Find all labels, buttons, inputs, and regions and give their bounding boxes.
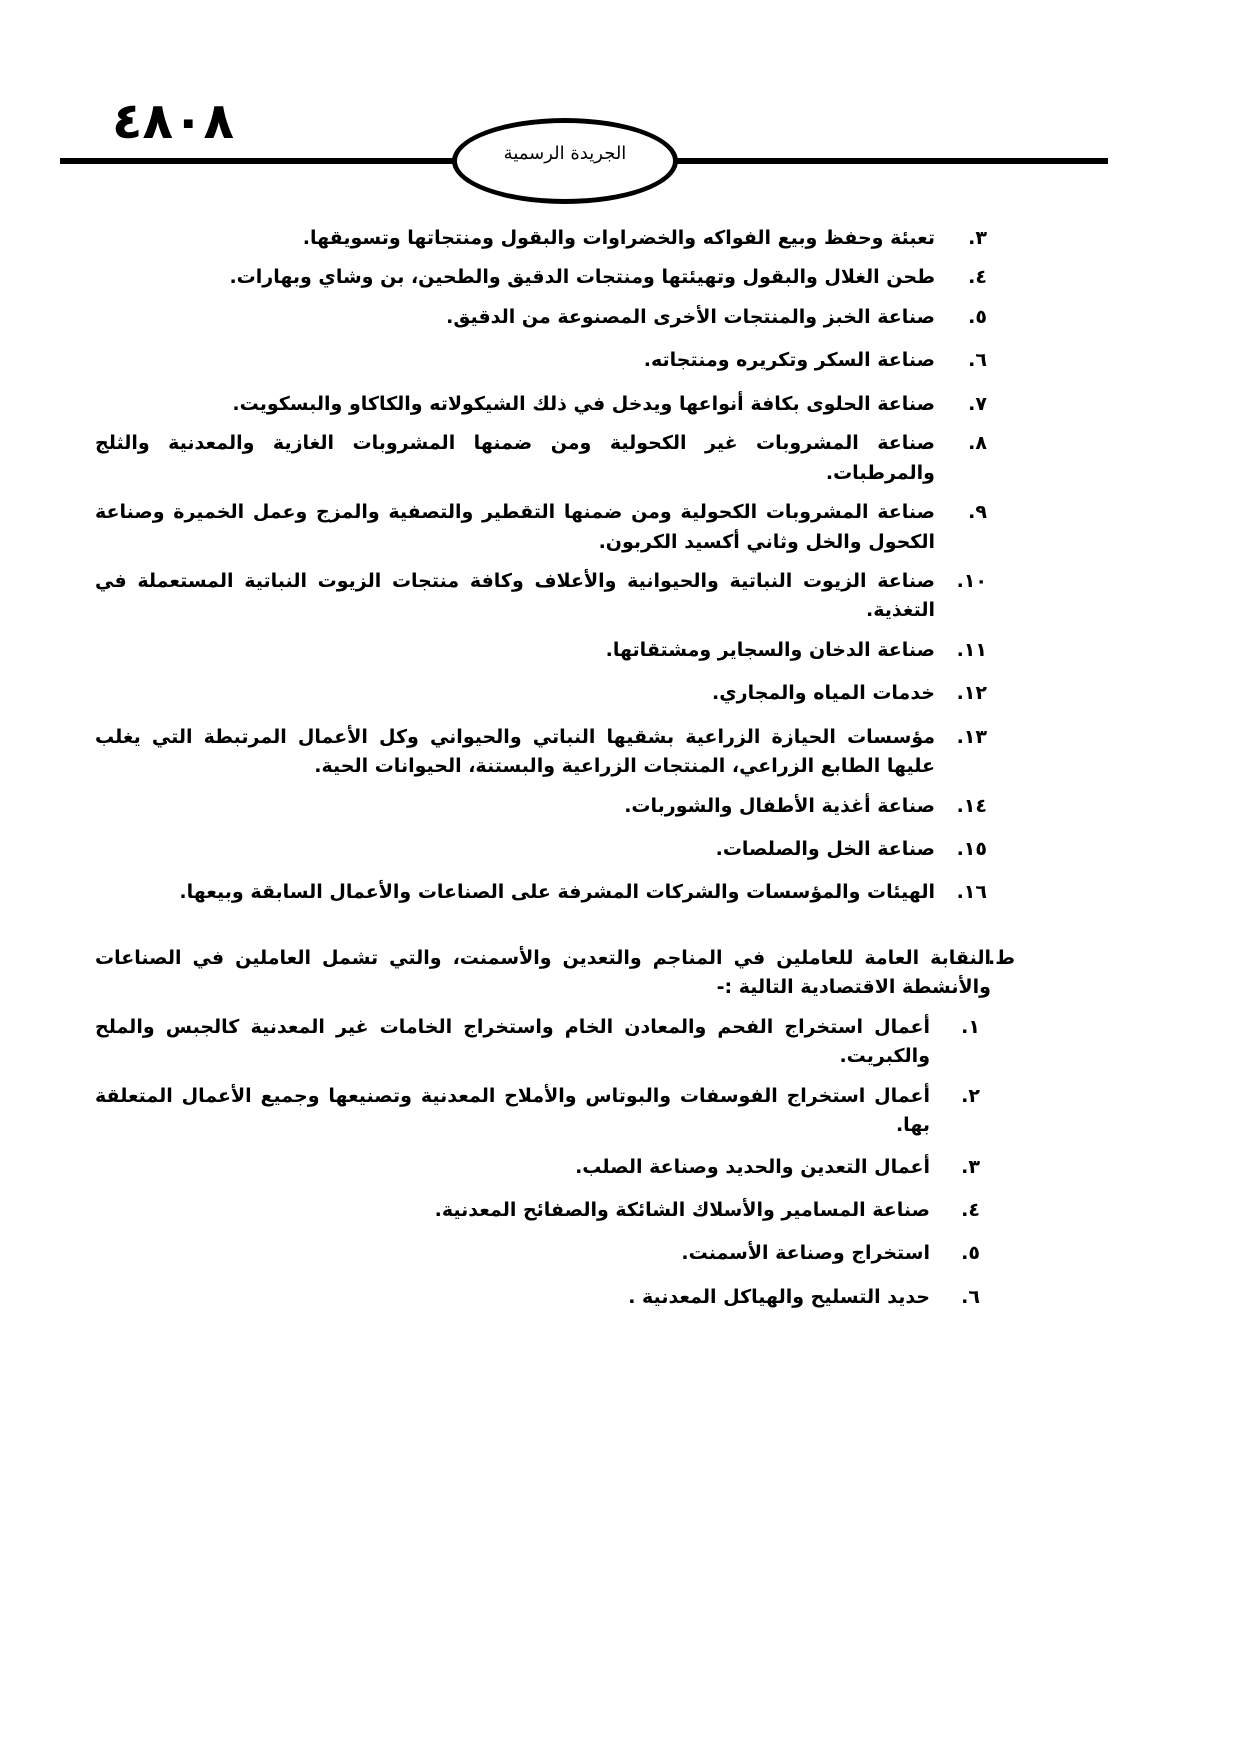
item-text: صناعة السكر وتكريره ومنتجاته. bbox=[643, 349, 935, 372]
item-number: ١٥. bbox=[956, 838, 987, 860]
item-number: ٣. bbox=[968, 227, 987, 249]
item-number: ١. bbox=[961, 1015, 980, 1038]
item-number: ٥. bbox=[961, 1242, 980, 1265]
list-item bbox=[95, 429, 987, 488]
item-number: ٤. bbox=[961, 1198, 980, 1221]
list-item bbox=[95, 224, 987, 253]
list-item bbox=[95, 303, 987, 332]
item-number: ٦. bbox=[968, 349, 987, 372]
item-number: ٦. bbox=[961, 1285, 980, 1308]
page-number: ٤٨٠٨ bbox=[112, 92, 235, 150]
list-item bbox=[95, 346, 987, 375]
item-text: تعبئة وحفظ وبيع الفواكه والخضراوات والبقول ومنتجاتها وتسويقها. bbox=[302, 227, 935, 249]
list-item bbox=[95, 1013, 980, 1072]
item-number: ١٤. bbox=[956, 794, 987, 817]
item-text: طحن الغلال والبقول وتهيئتها ومنتجات الدقيق والطحين، بن وشاي وبهارات. bbox=[229, 266, 935, 289]
item-text: صناعة الحلوى بكافة أنواعها ويدخل في ذلك الشيكولاته والكاكاو والبسكويت. bbox=[232, 392, 935, 415]
section-ta-heading bbox=[95, 944, 1015, 1003]
gazette-title: الجريدة الرسمية bbox=[503, 143, 627, 164]
page-content bbox=[95, 224, 1125, 1312]
item-text: صناعة أغذية الأطفال والشوربات. bbox=[624, 794, 935, 817]
item-text: أعمال التعدين والحديد وصناعة الصلب. bbox=[575, 1155, 930, 1178]
item-number: ٨. bbox=[968, 432, 987, 455]
list-item bbox=[95, 679, 987, 708]
item-number: ١٢. bbox=[956, 682, 987, 705]
list-item bbox=[95, 263, 987, 292]
list-item bbox=[95, 1082, 980, 1141]
item-number: ٤. bbox=[968, 266, 987, 289]
item-text: حديد التسليح والهياكل المعدنية . bbox=[628, 1285, 930, 1308]
item-text: صناعة الخبز والمنتجات الأخرى المصنوعة من الدقيق. bbox=[446, 305, 935, 328]
list-item bbox=[95, 498, 987, 557]
list-item bbox=[95, 878, 987, 907]
list-item bbox=[95, 792, 987, 821]
list-item bbox=[95, 835, 987, 864]
item-number: ٥. bbox=[968, 305, 987, 328]
item-number: ٩. bbox=[968, 501, 987, 524]
item-text: صناعة الدخان والسجاير ومشتقاتها. bbox=[605, 638, 935, 661]
item-text: أعمال استخراج الفحم والمعادن الخام واستخراج الخامات غير المعدنية كالجبس والملح والكبريت. bbox=[95, 1015, 930, 1068]
item-number: ١٦. bbox=[956, 881, 987, 904]
list-item bbox=[95, 390, 987, 419]
list-item bbox=[95, 1239, 980, 1268]
list-item bbox=[95, 1153, 980, 1182]
list-item bbox=[95, 1283, 980, 1312]
list-item bbox=[95, 1196, 980, 1225]
section-text: النقابة العامة للعاملين في المناجم والتعدين والأسمنت، والتي تشمل العاملين في الصناعات والأنشطة الاقتصادية التالية :- bbox=[95, 946, 991, 999]
item-number: ٧. bbox=[968, 392, 987, 415]
item-number: ١٣. bbox=[956, 725, 987, 748]
item-number: ١١. bbox=[956, 638, 987, 661]
item-text: مؤسسات الحيازة الزراعية بشقيها النباتي والحيواني وكل الأعمال المرتبطة التي يغلب عليها الطابع الزراعي، المنتجات الزراعية والبستنة، الحيوانات الحية. bbox=[95, 725, 935, 778]
item-text: خدمات المياه والمجاري. bbox=[712, 682, 935, 705]
list-item bbox=[95, 567, 987, 626]
item-number: ١٠. bbox=[956, 569, 987, 592]
item-text: صناعة الزيوت النباتية والحيوانية والأعلاف وكافة منتجات الزيوت النباتية المستعملة في التغذية. bbox=[95, 569, 935, 622]
item-text: أعمال استخراج الفوسفات والبوتاس والأملاح المعدنية وتصنيعها وجميع الأعمال المتعلقة بها. bbox=[95, 1084, 930, 1137]
list-item bbox=[95, 723, 987, 782]
section-letter: ط. bbox=[988, 946, 1015, 969]
list-item bbox=[95, 636, 987, 665]
item-text: صناعة المشروبات الكحولية ومن ضمنها التقطير والتصفية والمزج وعمل الخميرة وصناعة الكحول والخل وثاني أكسيد الكربون. bbox=[95, 501, 935, 553]
item-number: ٣. bbox=[961, 1155, 980, 1178]
item-text: الهيئات والمؤسسات والشركات المشرفة على الصناعات والأعمال السابقة وبيعها. bbox=[179, 881, 935, 904]
item-text: صناعة المشروبات غير الكحولية ومن ضمنها المشروبات الغازية والمعدنية والثلج والمرطبات. bbox=[95, 432, 935, 484]
item-number: ٢. bbox=[961, 1084, 980, 1107]
item-text: صناعة الخل والصلصات. bbox=[715, 838, 935, 860]
item-text: استخراج وصناعة الأسمنت. bbox=[681, 1242, 930, 1265]
item-text: صناعة المسامير والأسلاك الشائكة والصفائح المعدنية. bbox=[434, 1198, 930, 1221]
